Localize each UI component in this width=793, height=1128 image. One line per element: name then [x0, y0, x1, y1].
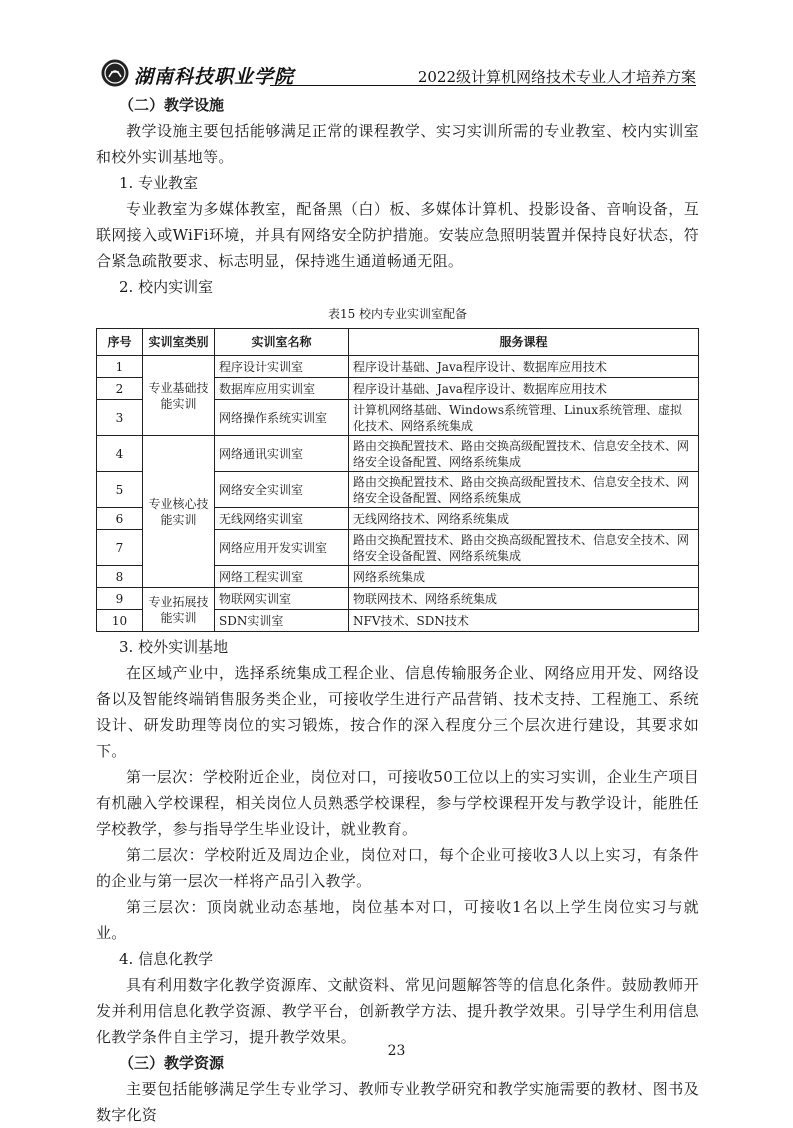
- paragraph: 第三层次：顶岗就业动态基地，岗位基本对口，可接收1名以上学生岗位实习与就业。: [96, 898, 699, 942]
- row-number: 8: [97, 566, 143, 588]
- training-rooms-table: [96, 328, 699, 632]
- courses: 程序设计基础、Java程序设计、数据库应用技术: [349, 378, 699, 400]
- column-header: 序号: [97, 329, 143, 356]
- paragraph: 主要包括能够满足学生专业学习、教师专业教学研究和教学实施需要的教材、图书及数字化资: [96, 1080, 699, 1124]
- paragraph: 教学设施主要包括能够满足正常的课程教学、实习实训所需的专业教室、校内实训室和校外实训基地等。: [96, 122, 699, 166]
- paragraph: 第一层次：学校附近企业，岗位对口，可接收50工位以上的实习实训，企业生产项目有机融入学校课程，相关岗位人员熟悉学校课程，参与学校课程开发与教学设计，能胜任学校教学，参与指导学生毕业设计，就业教育。: [96, 768, 699, 838]
- paragraph: 专业教室为多媒体教室，配备黑（白）板、多媒体计算机、投影设备、音响设备，互联网接入或WiFi环境，并具有网络安全防护措施。安装应急照明装置并保持良好状态，符合紧急疏散要求、标志明显，保持逃生通道畅通无阻。: [96, 200, 699, 270]
- section-heading: （三）教学资源: [119, 1054, 225, 1072]
- table-row: [97, 588, 699, 610]
- courses: NFV技术、SDN技术: [349, 610, 699, 632]
- room-name: 物联网实训室: [215, 588, 349, 610]
- room-name: 网络安全实训室: [215, 472, 349, 508]
- page-body: [96, 92, 699, 1128]
- document-title: 2022级计算机网络技术专业人才培养方案: [417, 68, 696, 86]
- header-rule: [270, 85, 696, 86]
- subsection-heading: 3. 校外实训基地: [119, 638, 229, 656]
- room-name: 数据库应用实训室: [215, 378, 349, 400]
- courses: 物联网技术、网络系统集成: [349, 588, 699, 610]
- page-header: [100, 58, 696, 88]
- school-logo-icon: [100, 58, 130, 88]
- room-name: 程序设计实训室: [215, 356, 349, 378]
- row-number: 4: [97, 436, 143, 472]
- table-caption: 表15 校内专业实训室配备: [327, 307, 468, 321]
- row-number: 2: [97, 378, 143, 400]
- paragraph: 第二层次：学校附近及周边企业，岗位对口，每个企业可接收3人以上实习，有条件的企业与第一层次一样将产品引入教学。: [96, 846, 699, 890]
- room-name: SDN实训室: [215, 610, 349, 632]
- subsection-heading: 4. 信息化教学: [119, 950, 214, 968]
- row-number: 9: [97, 588, 143, 610]
- subsection-heading: 1. 专业教室: [119, 174, 199, 192]
- courses: 路由交换配置技术、路由交换高级配置技术、信息安全技术、网络安全设备配置、网络系统集成: [349, 530, 699, 566]
- table-row: [97, 436, 699, 472]
- category-cell: 专业基础技能实训: [143, 356, 215, 436]
- courses: 计算机网络基础、Windows系统管理、Linux系统管理、虚拟化技术、网络系统集成: [349, 400, 699, 436]
- room-name: 无线网络实训室: [215, 508, 349, 530]
- room-name: 网络工程实训室: [215, 566, 349, 588]
- category-cell: 专业拓展技能实训: [143, 588, 215, 632]
- room-name: 网络应用开发实训室: [215, 530, 349, 566]
- paragraph: 在区域产业中，选择系统集成工程企业、信息传输服务企业、网络应用开发、网络设备以及智能终端销售服务类企业，可接收学生进行产品营销、技术支持、工程施工、系统设计、研发助理等岗位的实习锻炼，按合作的深入程度分三个层次进行建设，其要求如下。: [96, 664, 699, 760]
- column-header: 实训室名称: [215, 329, 349, 356]
- column-header: 服务课程: [349, 329, 699, 356]
- page-number: 23: [387, 1043, 406, 1059]
- courses: 网络系统集成: [349, 566, 699, 588]
- row-number: 10: [97, 610, 143, 632]
- room-name: 网络通讯实训室: [215, 436, 349, 472]
- courses: 路由交换配置技术、路由交换高级配置技术、信息安全技术、网络安全设备配置、网络系统集成: [349, 472, 699, 508]
- section-heading: （二）教学设施: [119, 96, 225, 114]
- category-cell: 专业核心技能实训: [143, 436, 215, 588]
- row-number: 6: [97, 508, 143, 530]
- courses: 无线网络技术、网络系统集成: [349, 508, 699, 530]
- row-number: 7: [97, 530, 143, 566]
- row-number: 1: [97, 356, 143, 378]
- row-number: 5: [97, 472, 143, 508]
- subsection-heading: 2. 校内实训室: [119, 278, 214, 296]
- row-number: 3: [97, 400, 143, 436]
- courses: 路由交换配置技术、路由交换高级配置技术、信息安全技术、网络安全设备配置、网络系统集成: [349, 436, 699, 472]
- column-header: 实训室类别: [143, 329, 215, 356]
- school-name: 湖南科技职业学院: [134, 66, 295, 88]
- paragraph: 具有利用数字化教学资源库、文献资料、常见问题解答等的信息化条件。鼓励教师开发并利用信息化教学资源、教学平台，创新教学方法、提升教学效果。引导学生利用信息化教学条件自主学习，提升教学效果。: [96, 976, 699, 1046]
- table-header-row: [97, 329, 699, 356]
- table-row: [97, 356, 699, 378]
- room-name: 网络操作系统实训室: [215, 400, 349, 436]
- courses: 程序设计基础、Java程序设计、数据库应用技术: [349, 356, 699, 378]
